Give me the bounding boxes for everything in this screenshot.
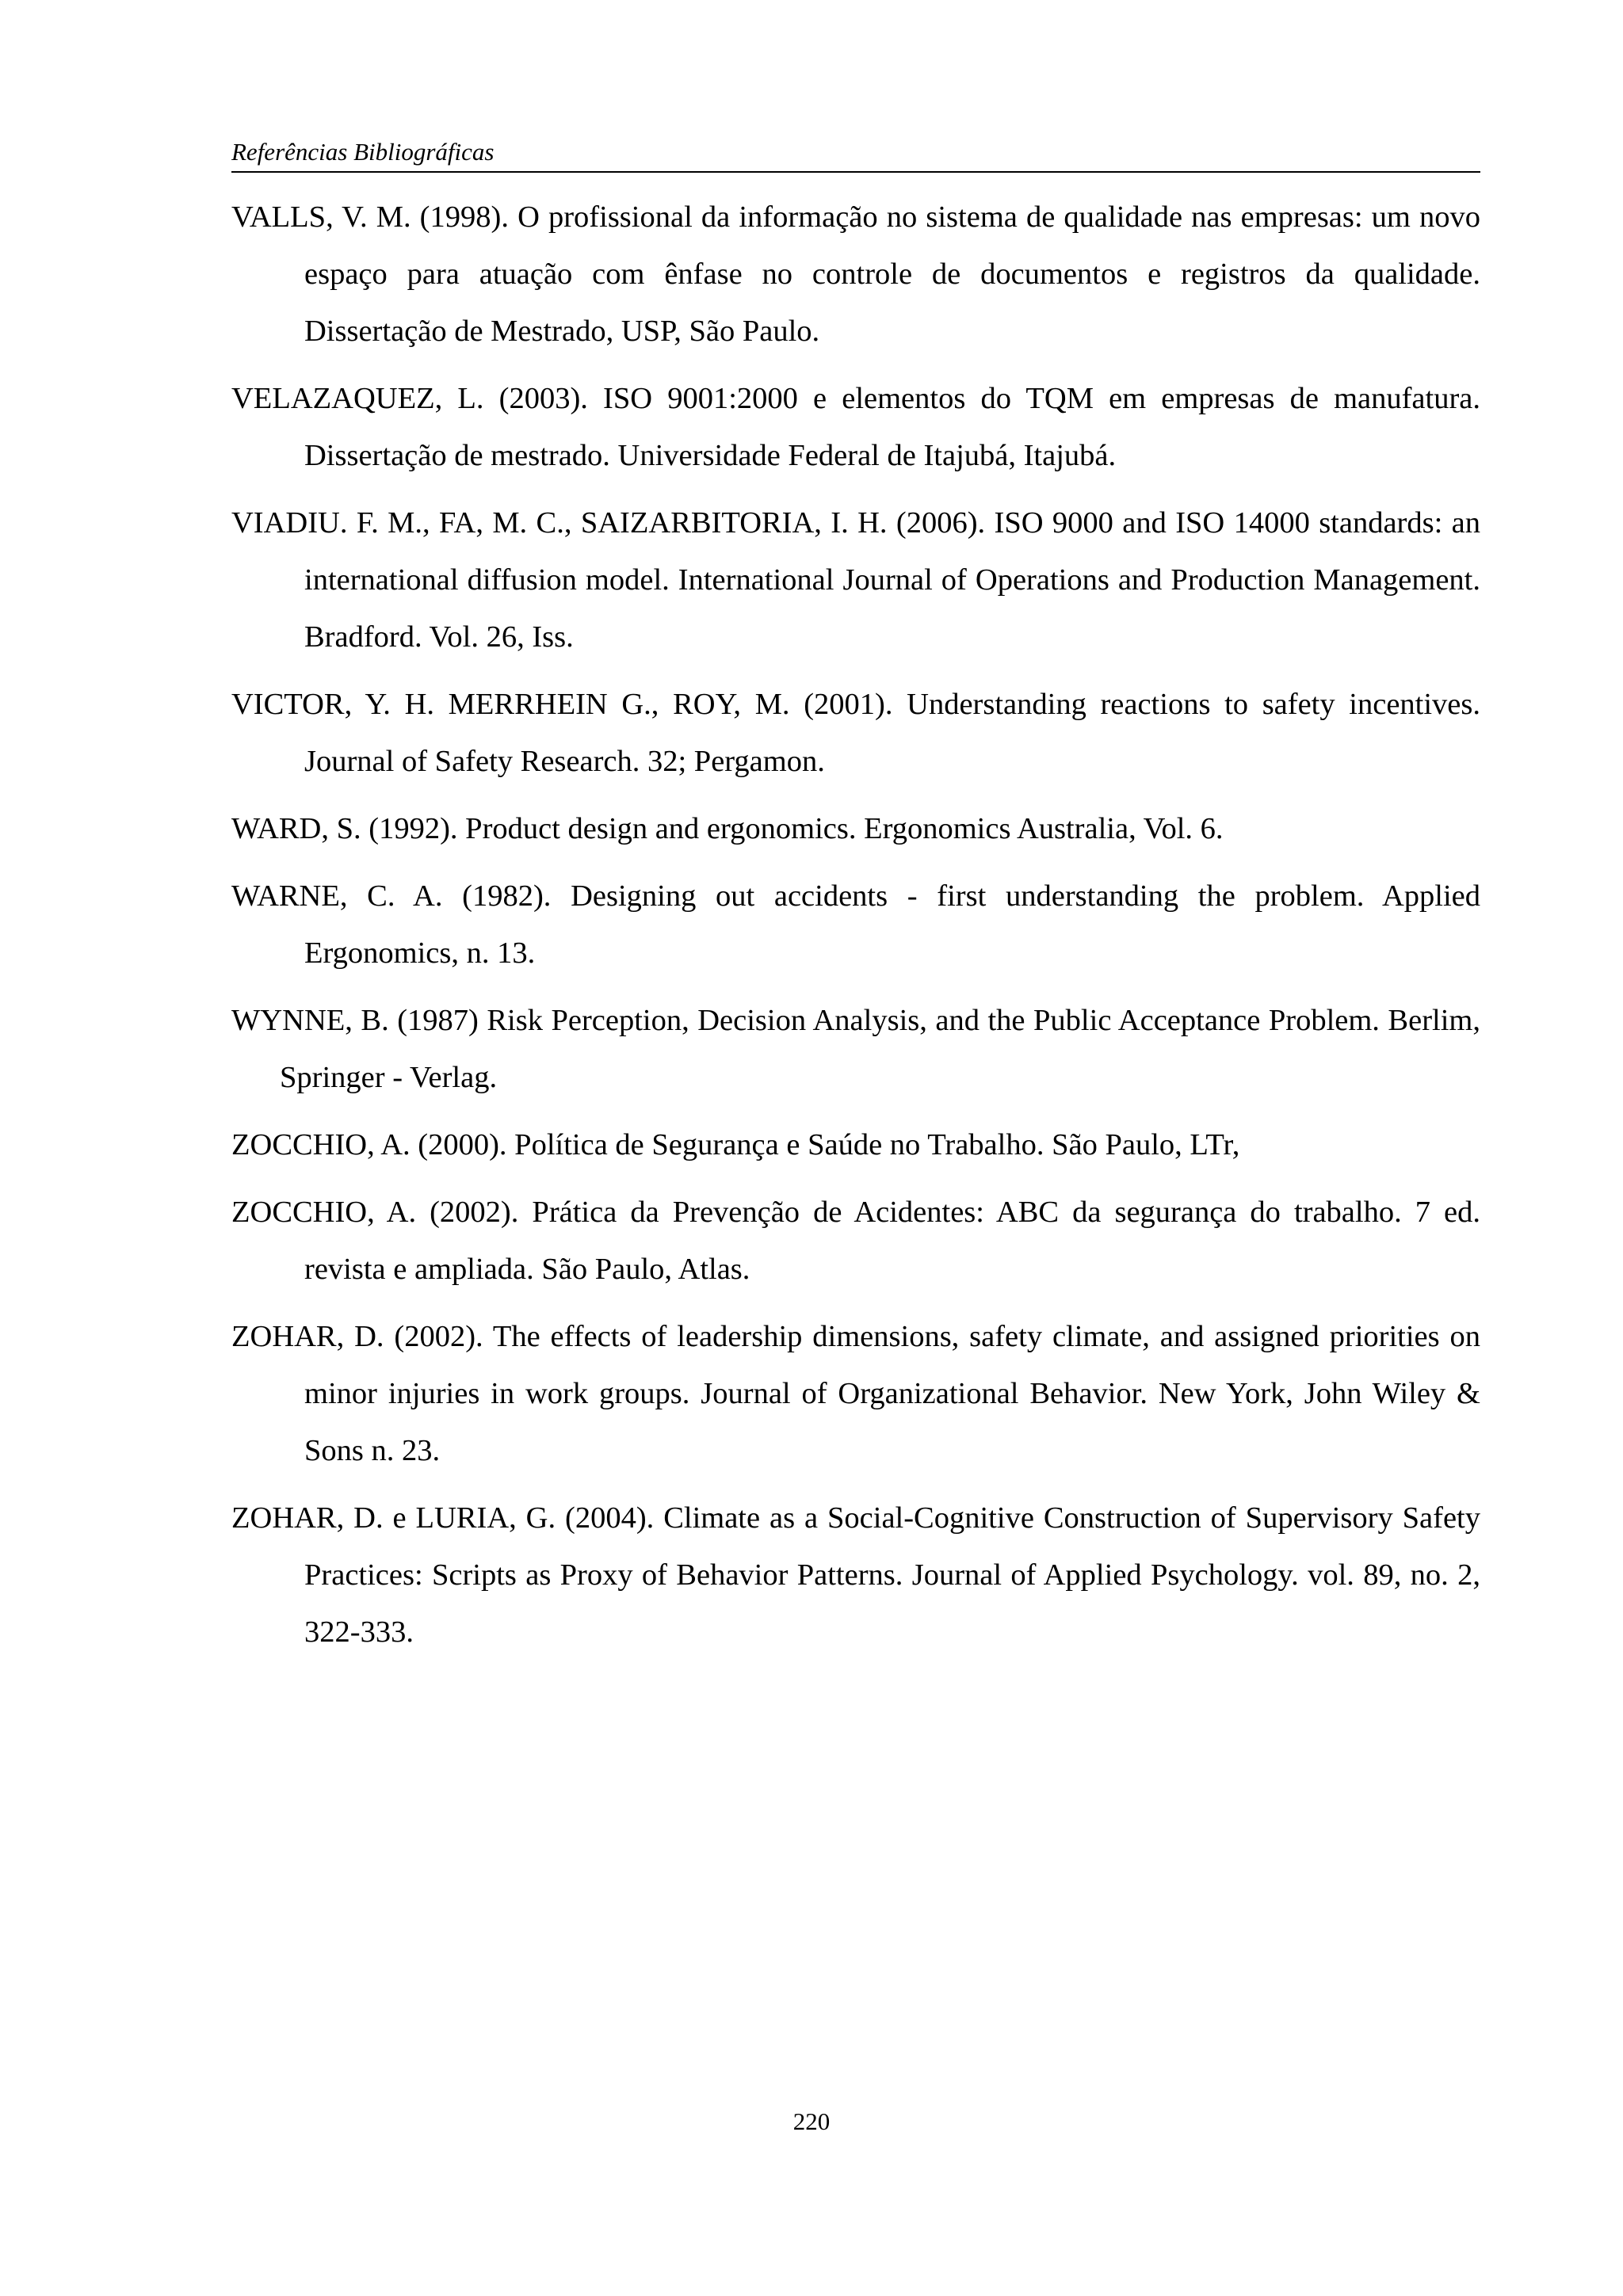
running-header-title: Referências Bibliográficas bbox=[231, 138, 495, 166]
reference-entry-zocchio-2002: ZOCCHIO, A. (2002). Prática da Prevenção de Acidentes: ABC da segurança do trabalho. 7 ed. revista e ampliada. São Paulo, Atlas. bbox=[231, 1196, 1480, 1286]
reference-entry-zocchio-2000: ZOCCHIO, A. (2000). Política de Segurança e Saúde no Trabalho. São Paulo, LTr, bbox=[231, 1128, 1240, 1161]
reference-entry-zohar-2002: ZOHAR, D. (2002). The effects of leadership dimensions, safety climate, and assigned priorities on minor injuries in work groups. Journal of Organizational Behavior. New York, John Wiley & Sons n. 23. bbox=[231, 1320, 1480, 1467]
reference-entry-velazaquez: VELAZAQUEZ, L. (2003). ISO 9001:2000 e elementos do TQM em empresas de manufatura. Dissertação de mestrado. Universidade Federal de Itajubá, Itajubá. bbox=[231, 382, 1480, 472]
reference-entry-warne: WARNE, C. A. (1982). Designing out accidents - first understanding the problem. Applied Ergonomics, n. 13. bbox=[231, 879, 1480, 970]
reference-entry-zohar-luria-2004: ZOHAR, D. e LURIA, G. (2004). Climate as a Social-Cognitive Construction of Supervisory Safety Practices: Scripts as Proxy of Behavior Patterns. Journal of Applied Psychology. vol. 89, no. 2, 322-333. bbox=[231, 1501, 1480, 1649]
reference-entry-wynne: WYNNE, B. (1987) Risk Perception, Decision Analysis, and the Public Acceptance Problem. Berlim, Springer - Verlag. bbox=[231, 1004, 1480, 1094]
reference-entry-valls: VALLS, V. M. (1998). O profissional da informação no sistema de qualidade nas empresas: um novo espaço para atuação com ênfase no controle de documentos e registros da qualidade. Dissertação de Mestrado, USP, São Paulo. bbox=[231, 200, 1480, 348]
reference-entry-ward: WARD, S. (1992). Product design and ergonomics. Ergonomics Australia, Vol. 6. bbox=[231, 812, 1224, 845]
page-number: 220 bbox=[792, 2107, 831, 2135]
reference-entry-viadiu: VIADIU. F. M., FA, M. C., SAIZARBITORIA, I. H. (2006). ISO 9000 and ISO 14000 standards: an international diffusion model. International Journal of Operations and Production Management. Bradford. Vol. 26, Iss. bbox=[231, 506, 1480, 654]
reference-list bbox=[231, 189, 1480, 1671]
page-header bbox=[231, 130, 1480, 173]
reference-entry-victor: VICTOR, Y. H. MERRHEIN G., ROY, M. (2001). Understanding reactions to safety incentives. Journal of Safety Research. 32; Pergamon. bbox=[231, 688, 1480, 778]
